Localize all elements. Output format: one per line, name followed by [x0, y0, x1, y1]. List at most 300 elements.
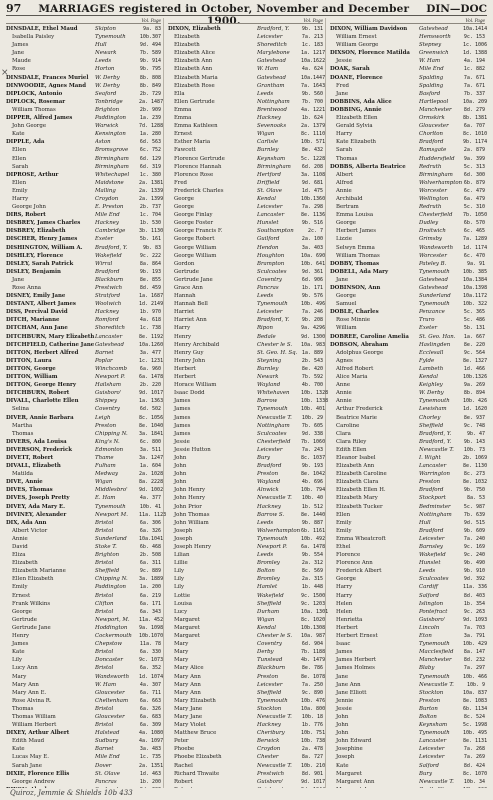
register-entry	[330, 381, 485, 389]
entry-volume-page: 10a.1447	[301, 74, 326, 81]
entry-name: Mary	[174, 657, 189, 664]
entry-volume-page: 9c. 564	[463, 349, 485, 356]
entry-name: DISS, Percival David	[6, 309, 68, 316]
entry-name: Thomas William	[12, 713, 56, 720]
entry-volume-page: 8b. 894	[463, 390, 485, 397]
entry-volume-page: 2a. 1028	[139, 471, 164, 478]
register-entry	[330, 648, 485, 656]
entry-name: DIXIE, Florence Ellis	[6, 770, 70, 777]
entry-volume-page: 1a. 1363	[139, 398, 164, 405]
page-title: MARRIAGES registered in October, November and December 1900.	[38, 3, 410, 27]
entry-name: Frank Wilkins	[12, 600, 51, 607]
register-entry	[330, 624, 485, 632]
entry-name: DITCHAM, Ann Jane	[6, 325, 68, 332]
entry-district: Manchester	[419, 657, 452, 664]
entry-name: DOANE, Florence	[330, 74, 383, 81]
entry-district: Chepstow	[95, 641, 123, 648]
entry-name: Phoebe Elizabeth	[174, 754, 222, 761]
entry-name: William Thomas	[12, 106, 56, 113]
register-entry	[168, 365, 323, 373]
entry-district: Preston	[419, 697, 441, 704]
register-column-2	[168, 18, 329, 788]
entry-name: George John	[12, 204, 47, 211]
entry-name: Emily	[336, 519, 352, 526]
entry-district: Gateshead	[419, 276, 448, 283]
register-entry	[6, 430, 164, 438]
entry-name: Mary Ann	[174, 673, 201, 680]
register-entry	[6, 778, 161, 786]
register-entry	[168, 41, 323, 49]
entry-volume-page: 10b. 641	[301, 260, 326, 267]
register-entry	[6, 268, 161, 276]
entry-district: St. Olave	[95, 770, 120, 777]
entry-volume-page: 9c. 240	[463, 552, 485, 559]
entry-name: Jane	[336, 673, 349, 680]
register-entry	[330, 745, 485, 753]
register-entry	[168, 195, 326, 203]
register-entry	[6, 308, 161, 316]
entry-volume-page: 6c. 800	[139, 438, 161, 445]
entry-volume-page: 10a. 800	[301, 705, 326, 712]
entry-name: Rose Anna	[12, 285, 42, 291]
entry-district: E. Preston	[95, 204, 124, 211]
entry-volume-page: 8c. 1037	[301, 454, 326, 461]
entry-volume-page: 8c. 524	[463, 713, 485, 720]
entry-volume-page: 10b. 495	[463, 730, 487, 737]
register-entry	[6, 373, 164, 381]
entry-volume-page: 1b. 171	[301, 285, 323, 291]
entry-volume-page: 8e. 1131	[463, 738, 487, 745]
entry-district: Birmingham	[95, 155, 129, 162]
register-entry	[6, 227, 164, 235]
entry-volume-page: 8c. 569	[301, 568, 323, 575]
register-entry	[168, 308, 323, 316]
entry-name: James	[174, 398, 191, 405]
register-entry	[168, 260, 326, 268]
register-entry	[168, 130, 326, 138]
entry-district: Hunslet	[257, 220, 279, 227]
entry-name: Caroline	[336, 422, 360, 429]
entry-volume-page: 8a. 864	[139, 260, 161, 267]
entry-district: Kendal	[419, 374, 438, 381]
entry-district: Chipping N.	[95, 576, 128, 583]
entry-district: Bradford, Y.	[95, 244, 128, 251]
column-heading	[6, 18, 161, 24]
register-entry	[330, 260, 485, 268]
entry-district: Nottingham	[257, 422, 290, 429]
entry-volume-page: 10a. 209	[463, 98, 487, 105]
entry-volume-page: 6a. 479	[463, 195, 485, 202]
entry-district: Barnet	[95, 349, 114, 356]
entry-district: Salford	[419, 592, 439, 599]
entry-volume-page: 9d. 1093	[463, 616, 487, 623]
register-entry	[168, 25, 323, 33]
entry-district: Pancras	[257, 285, 279, 291]
entry-volume-page: 8c. 1056	[139, 414, 164, 421]
entry-name: George	[336, 576, 356, 583]
entry-list	[330, 25, 485, 788]
entry-name: James	[336, 649, 353, 656]
entry-district: Grimsby	[419, 236, 442, 243]
entry-volume-page: 4b. 696	[301, 479, 323, 486]
entry-name: Elizabeth Alice	[174, 50, 215, 57]
entry-volume-page: 10b. 401	[301, 406, 326, 413]
entry-name: Florence	[336, 552, 361, 559]
entry-volume-page: 6a. 711	[139, 689, 161, 696]
entry-district: Sheffield	[95, 568, 120, 575]
entry-name: Agnes	[336, 357, 353, 364]
register-entry	[330, 106, 485, 114]
entry-district: Keynsham	[419, 722, 448, 729]
register-entry	[330, 357, 485, 365]
register-entry	[168, 244, 323, 252]
entry-district: Newcastle T.	[257, 414, 292, 421]
entry-volume-page: 7b. 700	[301, 98, 323, 105]
entry-volume-page: 7a. 297	[463, 665, 485, 672]
entry-name: Emma Wheatcroft	[336, 535, 386, 542]
entry-volume-page: 2b. 729	[139, 90, 161, 97]
entry-volume-page: 8e. 1042	[301, 471, 326, 478]
register-entry	[168, 49, 326, 57]
register-entry	[168, 98, 323, 106]
entry-volume-page: 5c. 310	[463, 204, 485, 211]
entry-district: Romford	[95, 317, 119, 324]
entry-name: Gerald Sylvia	[336, 123, 373, 130]
register-entry	[6, 397, 164, 405]
register-entry	[6, 632, 164, 640]
entry-volume-page: 10b. 751	[301, 730, 326, 737]
entry-district: Gateshead	[257, 74, 286, 81]
entry-district: Greenwich	[419, 50, 449, 57]
entry-volume-page: 6b. 1134	[463, 705, 487, 712]
register-column-1	[6, 18, 167, 788]
entry-name: George William	[174, 252, 217, 259]
register-entry	[330, 114, 485, 122]
register-entry	[168, 486, 326, 494]
entry-name: DIVES, Thomas	[6, 487, 53, 494]
entry-district: Keynsham	[257, 155, 286, 162]
entry-district: Leicester	[257, 309, 283, 316]
register-entry	[6, 478, 164, 486]
entry-district: Tynemouth	[419, 641, 450, 648]
entry-district: Thame	[95, 454, 114, 461]
entry-name: John	[174, 479, 187, 486]
entry-district: I. Wight	[419, 454, 441, 461]
handwritten-annotation: Quiroz, Jemmie & Shields 10b 433	[10, 789, 133, 797]
register-entry	[330, 559, 485, 567]
entry-name: George	[12, 608, 32, 615]
register-entry	[168, 284, 323, 292]
register-entry	[330, 349, 485, 357]
entry-district: Bradford	[257, 463, 282, 470]
register-entry	[168, 567, 323, 575]
entry-district: Macclesfield	[419, 649, 454, 656]
entry-volume-page: 2b. 1069	[463, 454, 487, 461]
entry-volume-page: 9b. 490	[463, 560, 485, 567]
entry-volume-page: 9b. 609	[463, 527, 485, 534]
entry-district: Worcester	[419, 187, 447, 194]
entry-name: Jessie Hutton	[174, 446, 211, 453]
register-entry	[168, 551, 323, 559]
entry-district: Bristol	[95, 527, 114, 534]
register-entry	[168, 721, 323, 729]
entry-name: DIVE, Annie	[6, 479, 43, 486]
register-entry	[330, 511, 485, 519]
entry-volume-page: 4a. 377	[139, 495, 161, 502]
register-entry	[6, 57, 161, 65]
register-entry	[168, 292, 323, 300]
entry-name: Lucy	[174, 608, 188, 615]
entry-name: Margaret	[336, 770, 362, 777]
register-entry	[168, 146, 323, 154]
entry-volume-page: 6a. 343	[139, 608, 161, 615]
register-entry	[330, 57, 485, 65]
entry-name: Elizabeth Ann	[336, 463, 375, 470]
entry-district: Houghton	[257, 252, 285, 259]
entry-volume-page: 6a. 330	[139, 649, 161, 656]
entry-name: George Robert	[174, 236, 215, 243]
entry-name: Alfred Robert	[336, 365, 374, 372]
register-entry	[330, 219, 485, 227]
entry-name: Matthew Bruce	[174, 730, 217, 737]
entry-district: Brighton	[95, 106, 120, 113]
entry-name: George Foster	[174, 220, 214, 227]
entry-name: Helen	[336, 600, 353, 607]
entry-district: Wakefield	[257, 592, 284, 599]
entry-volume-page: 6a. 352	[139, 665, 161, 672]
entry-volume-page: 10b.1326	[463, 374, 487, 381]
entry-district: Leicester	[257, 204, 283, 211]
entry-volume-page: 1d. 1388	[463, 50, 487, 57]
entry-volume-page: 1c. 1231	[139, 357, 164, 364]
entry-volume-page: 10a.1398	[463, 285, 487, 291]
entry-volume-page: 2a. 1351	[139, 762, 164, 769]
entry-name: DOBLE, Charles	[330, 309, 379, 316]
register-entry	[330, 503, 485, 511]
entry-volume-page: 5b. 161	[139, 236, 161, 243]
entry-name: Lily	[12, 657, 23, 664]
entry-district: Huddersfield	[419, 155, 455, 162]
entry-volume-page: 7a. 671	[463, 74, 485, 81]
entry-name: Harriet Ann	[174, 317, 207, 324]
entry-name: Margaret	[174, 633, 200, 640]
register-entry	[330, 519, 485, 527]
entry-volume-page: 5c. 1228	[301, 155, 326, 162]
entry-volume-page: 8e. 1130	[463, 463, 487, 470]
entry-name: Florence Hannah	[174, 163, 222, 170]
entry-name: Maude	[12, 58, 31, 65]
entry-name: DIPPLE, Ada	[6, 139, 45, 146]
entry-name: DITTON, George	[6, 365, 56, 372]
register-entry	[330, 656, 485, 664]
entry-district: Fylde	[419, 357, 435, 364]
entry-district: Sevenoaks	[257, 123, 287, 130]
entry-volume-page: 9c. 889	[139, 568, 161, 575]
heading-district	[95, 18, 139, 23]
entry-volume-page: 2b. 220	[139, 382, 161, 389]
register-entry	[168, 397, 329, 405]
register-entry	[6, 438, 161, 446]
entry-district: Stockton	[419, 689, 444, 696]
entry-volume-page: 1b. 200	[139, 778, 161, 785]
entry-volume-page: 5c. 365	[463, 309, 485, 316]
entry-district: W. Ham	[257, 66, 279, 73]
entry-district: Bradford, Y.	[419, 438, 452, 445]
entry-name: Harriet	[174, 309, 195, 316]
entry-name: Adolphus George	[336, 349, 384, 356]
entry-volume-page: 10b. 794	[301, 487, 326, 494]
entry-volume-page: 3a. 483	[139, 746, 161, 753]
entry-volume-page: 9c. 169	[463, 544, 485, 550]
entry-district: Pateley B.	[419, 260, 447, 267]
entry-volume-page: 6b. 468	[139, 544, 161, 550]
entry-district: Lancaster	[419, 463, 447, 470]
entry-district: Prestwich	[257, 770, 285, 777]
entry-name: Henry Guy	[174, 349, 204, 356]
entry-name: DISTANT, Albert James	[6, 301, 76, 308]
entry-district: Leeds	[257, 293, 274, 300]
entry-district: Ripon	[257, 325, 273, 332]
entry-name: Henry John	[174, 357, 206, 364]
entry-volume-page: 8e. 1136	[301, 212, 326, 219]
entry-name: Mary Elizabeth	[174, 697, 216, 704]
entry-name: DIX, Ada Ann	[6, 519, 47, 526]
entry-district: Bradford	[419, 527, 444, 534]
entry-district: Hertford	[257, 171, 281, 178]
entry-name: George	[174, 195, 194, 202]
entry-name: John Henry	[174, 487, 206, 494]
register-entry	[168, 405, 326, 413]
entry-volume-page: 10a. 983	[301, 341, 326, 348]
entry-name: Eliza	[12, 552, 26, 559]
register-entry	[168, 373, 323, 381]
entry-volume-page: 6c. 465	[463, 228, 485, 235]
entry-district: Kendal	[257, 195, 276, 202]
register-entry	[168, 592, 326, 600]
entry-name: DIVEY, Ada Mary E.	[6, 503, 66, 510]
register-entry	[330, 341, 485, 349]
entry-district: Aston	[95, 139, 111, 146]
entry-district: Whitehaven	[257, 390, 290, 397]
entry-name: Herbert Ernest	[336, 633, 378, 640]
entry-district: Sunderland	[419, 293, 451, 300]
entry-volume-page: 9b. 208	[301, 317, 323, 324]
entry-name: DIVETT, Robert	[6, 454, 54, 461]
register-entry	[6, 673, 164, 681]
entry-name: Annie	[336, 390, 352, 397]
entry-name: Rose Minnie	[336, 317, 371, 324]
entry-name: DITTON, George Henry	[6, 382, 77, 389]
register-entry	[168, 155, 326, 163]
entry-name: Rachel	[174, 762, 193, 769]
entry-name: Sarah	[12, 163, 29, 170]
heading-name	[6, 18, 95, 23]
register-entry	[330, 49, 485, 57]
entry-district: Newcastle T.	[257, 762, 292, 769]
entry-district: Sudbury	[95, 738, 119, 745]
entry-volume-page	[463, 786, 485, 788]
entry-volume-page: 9b. 83	[142, 244, 161, 251]
entry-district: Steyning	[257, 357, 282, 364]
entry-name: Mary Ann E.	[12, 689, 47, 696]
register-entry	[168, 65, 323, 73]
entry-district: Carlisle	[257, 139, 279, 146]
entry-volume-page: 10a.1041	[139, 535, 164, 542]
entry-district: Tynemouth	[419, 673, 450, 680]
page-number: 97	[6, 2, 22, 15]
entry-name: DITCH, Marianne	[6, 317, 60, 324]
entry-volume-page: 9b. 560	[301, 90, 323, 97]
register-entry	[6, 470, 164, 478]
entry-volume-page: 10a. 1301	[301, 608, 329, 615]
register-entry	[330, 608, 485, 616]
register-entry	[6, 122, 164, 130]
entry-district: Tynemouth	[257, 406, 288, 413]
register-entry	[330, 762, 485, 770]
entry-district: Leicester	[419, 754, 445, 761]
entry-volume-page: 8e. 1083	[463, 697, 487, 704]
register-entry	[330, 316, 485, 324]
register-entry	[6, 414, 164, 422]
entry-volume-page: 2b. 737	[139, 204, 161, 211]
entry-volume-page: 7b. 639	[463, 511, 485, 518]
entry-volume-page: 10b. 41	[139, 503, 161, 510]
entry-volume-page: 10b. 1328	[301, 390, 329, 397]
entry-name: Elizabeth Ann	[174, 66, 213, 73]
entry-district: Newcastle T.	[419, 681, 454, 688]
entry-volume-page: 9c. 153	[463, 34, 485, 41]
register-entry	[6, 583, 161, 591]
entry-volume-page: 3a. 1889	[139, 576, 164, 583]
entry-name: Hannah Bell	[174, 301, 208, 308]
entry-name: Mary Ann	[174, 689, 201, 696]
entry-name: Fawcett	[174, 147, 196, 154]
entry-volume-page: 9a. 399	[463, 155, 485, 162]
register-entry	[6, 737, 164, 745]
entry-name: James	[174, 430, 191, 437]
entry-volume-page: 11a. 78	[139, 641, 161, 648]
entry-name: Henry	[12, 633, 29, 640]
entry-name	[168, 786, 257, 788]
entry-name: James	[174, 406, 191, 413]
entry-name: William Herbert	[12, 722, 57, 729]
entry-name: Peter	[174, 738, 189, 745]
entry-volume-page: 1a. 1687	[139, 293, 164, 300]
entry-name: Florence Gertrude	[174, 155, 225, 162]
entry-volume-page: 7a. 1289	[463, 236, 487, 243]
entry-name: DITCHBURN, Robert	[6, 390, 70, 397]
entry-name: Beatrice Marie	[336, 414, 377, 421]
entry-volume-page: 5b. 131	[463, 325, 485, 332]
entry-name: Mary Violet	[174, 722, 206, 729]
entry-district: Exeter	[95, 236, 114, 243]
register-entry	[6, 535, 164, 543]
entry-name: Henry Archibald	[174, 341, 220, 348]
entry-district: Bromsgrove	[95, 147, 129, 154]
entry-name: Anne	[336, 382, 351, 389]
entry-volume-page: 3a. 477	[139, 349, 161, 356]
entry-name: Harry	[336, 131, 353, 138]
entry-volume-page: 8e. 1327	[463, 357, 487, 364]
entry-district: Tynemouth	[95, 34, 126, 41]
entry-volume-page: 1c. 183	[301, 42, 323, 49]
entry-name: DITTON, Laura	[6, 357, 52, 364]
register-entry	[6, 389, 164, 397]
entry-district: Hartlepool	[419, 98, 449, 105]
register-entry	[6, 681, 161, 689]
register-entry	[330, 705, 485, 713]
entry-volume-page: 1d. 1174	[463, 244, 487, 251]
